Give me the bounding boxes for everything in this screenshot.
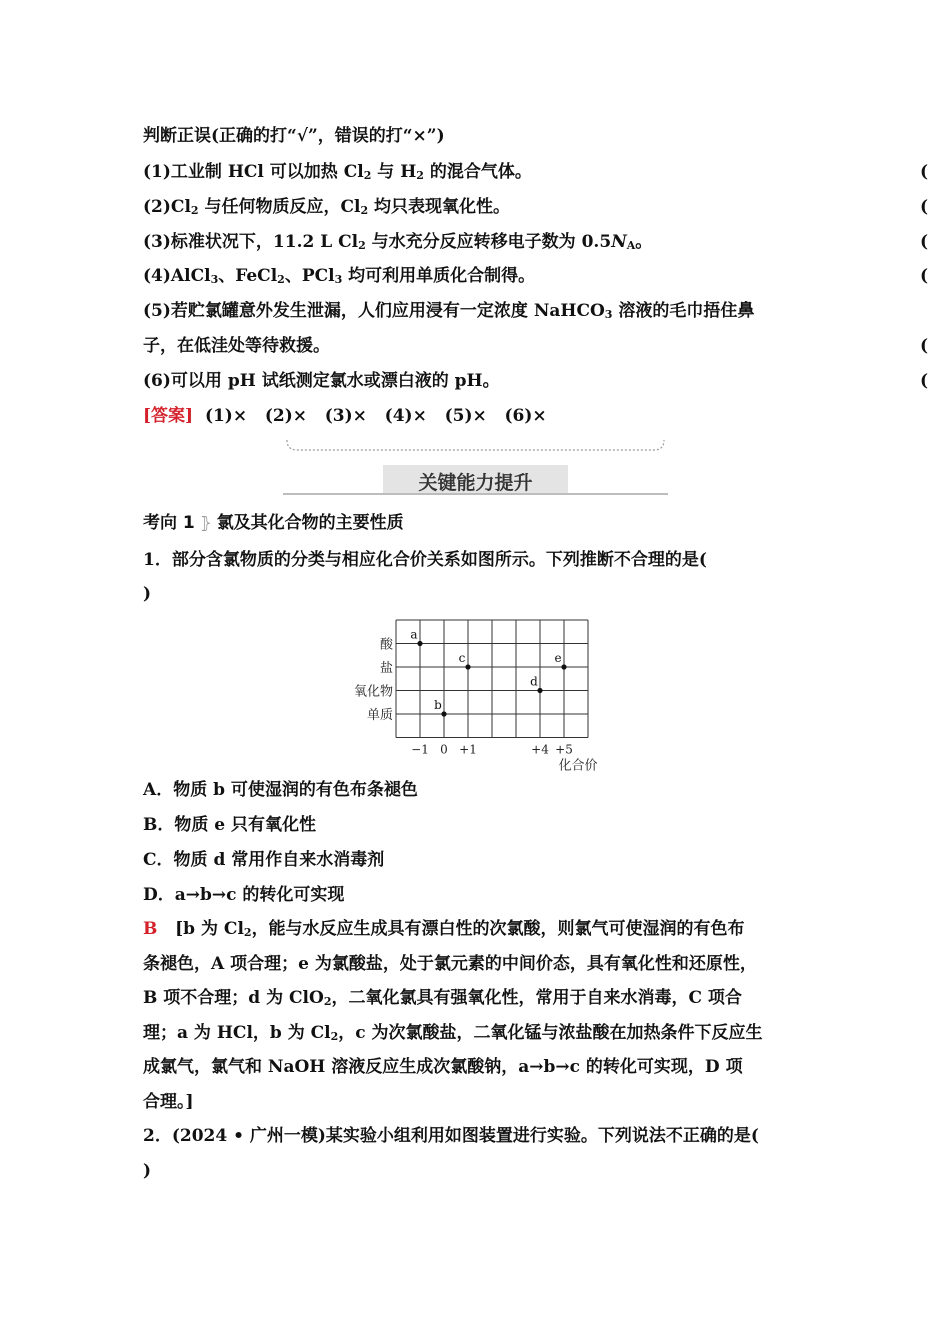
q1-option-d: D．a→b→c 的转化可实现 xyxy=(143,885,345,905)
brace-icon: ⦄ xyxy=(199,513,212,532)
x-tick-label: 0 xyxy=(440,742,448,757)
data-point-b xyxy=(441,711,446,716)
kaoxiang-label: 考向 1 xyxy=(143,513,195,533)
q1-stem: 1．部分含氯物质的分类与相应化合价关系如图所示。下列推断不合理的是( xyxy=(143,550,707,570)
y-tick-label: 盐 xyxy=(379,661,393,676)
kaoxiang-title: 氯及其化合物的主要性质 xyxy=(216,513,404,533)
data-point-c xyxy=(465,664,470,669)
q1-explanation-line-6: 合理。] xyxy=(143,1092,194,1112)
kaoxiang-header xyxy=(143,508,404,535)
judgment-item-2: $(2)Cl_2$ 与任何物质反应，$Cl_2$ 均只表现氧化性。 xyxy=(143,197,511,217)
q1-explanation-line-2: 条褪色，A 项合理；e 为氯酸盐，处于氯元素的中间价态，具有氧化性和还原性， xyxy=(143,954,757,974)
answer-label: [答案] xyxy=(143,406,194,426)
judgment-item-4: (4)AlCl$_3$、FeCl$_2$、PCl$_3$ 均可利用单质化合制得。 xyxy=(143,266,536,286)
q1-option-a: A．物质 b 可使湿润的有色布条褪色 xyxy=(143,780,418,800)
q1-explanation-line-4: 理；a 为 HCl，b 为 $Cl_2$，c 为次氯酸盐，二氧化锰与浓盐酸在加热条件下反应生 xyxy=(143,1023,763,1043)
judgment-item-5: (5)若贮氯罐意外发生泄漏，人们应用浸有一定浓度 NaHCO$_3$ 溶液的毛巾捂住鼻 xyxy=(143,301,755,321)
point-label-c: c xyxy=(458,651,466,665)
point-label-a: a xyxy=(410,627,418,642)
judgment-item-3: (3)标准状况下，11.2 L $Cl_2$ 与水充分反应转移电子数为 $0.5N_A$。 xyxy=(143,232,653,252)
data-point-e xyxy=(561,664,566,669)
q1-stem-close: ) xyxy=(143,584,152,604)
y-tick-label: 单质 xyxy=(366,708,393,723)
q1-option-c: C．物质 d 常用作自来水消毒剂 xyxy=(143,850,385,870)
answer-text: (1)× (2)× (3)× (4)× (5)× (6)× xyxy=(204,406,547,426)
judgment-item-5-cont: 子，在低洼处等待救援。 xyxy=(143,336,330,356)
q2-stem: 2．(2024 • 广州一模)某实验小组利用如图装置进行实验。下列说法不正确的是( xyxy=(143,1126,759,1146)
x-tick-label: +1 xyxy=(459,742,477,757)
q1-option-b: B．物质 e 只有氧化性 xyxy=(143,815,317,835)
answer-paren: ( xyxy=(920,197,929,217)
judgment-item-6: (6)可以用 pH 试纸测定氯水或漂白液的 pH。 xyxy=(143,371,500,391)
x-tick-label: −1 xyxy=(411,742,429,757)
answer-paren: ( xyxy=(920,371,929,391)
data-point-a xyxy=(417,641,422,646)
point-label-e: e xyxy=(554,651,562,665)
y-tick-label: 氧化物 xyxy=(353,684,393,700)
answer-paren: ( xyxy=(920,336,929,356)
section-banner xyxy=(283,438,668,498)
judgment-answer xyxy=(143,404,547,428)
x-tick-label: +4 xyxy=(531,742,549,757)
answer-paren: ( xyxy=(920,162,929,182)
q1-answer-key: B xyxy=(143,919,158,939)
point-label-d: d xyxy=(530,674,538,689)
data-point-d xyxy=(537,688,542,693)
judgment-item-1: (1)工业制 HCl 可以加热 $Cl_2$ 与 $H_2$ 的混合气体。 xyxy=(143,162,532,182)
answer-paren: ( xyxy=(920,266,929,286)
q2-stem-close: ) xyxy=(143,1161,152,1181)
banner-title: 关键能力提升 xyxy=(418,472,533,494)
y-tick-label: 酸 xyxy=(379,637,393,653)
q1-explanation-line-3: B 项不合理；d 为 ClO$_2$，二氧化氯具有强氧化性，常用于自来水消毒，C 项合 xyxy=(143,988,742,1008)
q1-explanation-line-1: B [b 为 $Cl_2$，能与水反应生成具有漂白性的次氯酸，则氯气可使湿润的有色布 xyxy=(143,919,745,939)
valence-chart xyxy=(340,612,630,772)
answer-paren: ( xyxy=(920,232,929,252)
judgment-heading: 判断正误(正确的打“√”，错误的打“×”) xyxy=(143,126,445,146)
q1-explanation-line-5: 成氯气，氯气和 NaOH 溶液反应生成次氯酸钠，a→b→c 的转化可实现，D 项 xyxy=(143,1057,743,1077)
x-axis-label: 化合价 xyxy=(558,758,598,772)
x-tick-label: +5 xyxy=(555,742,573,757)
point-label-b: b xyxy=(434,698,442,712)
